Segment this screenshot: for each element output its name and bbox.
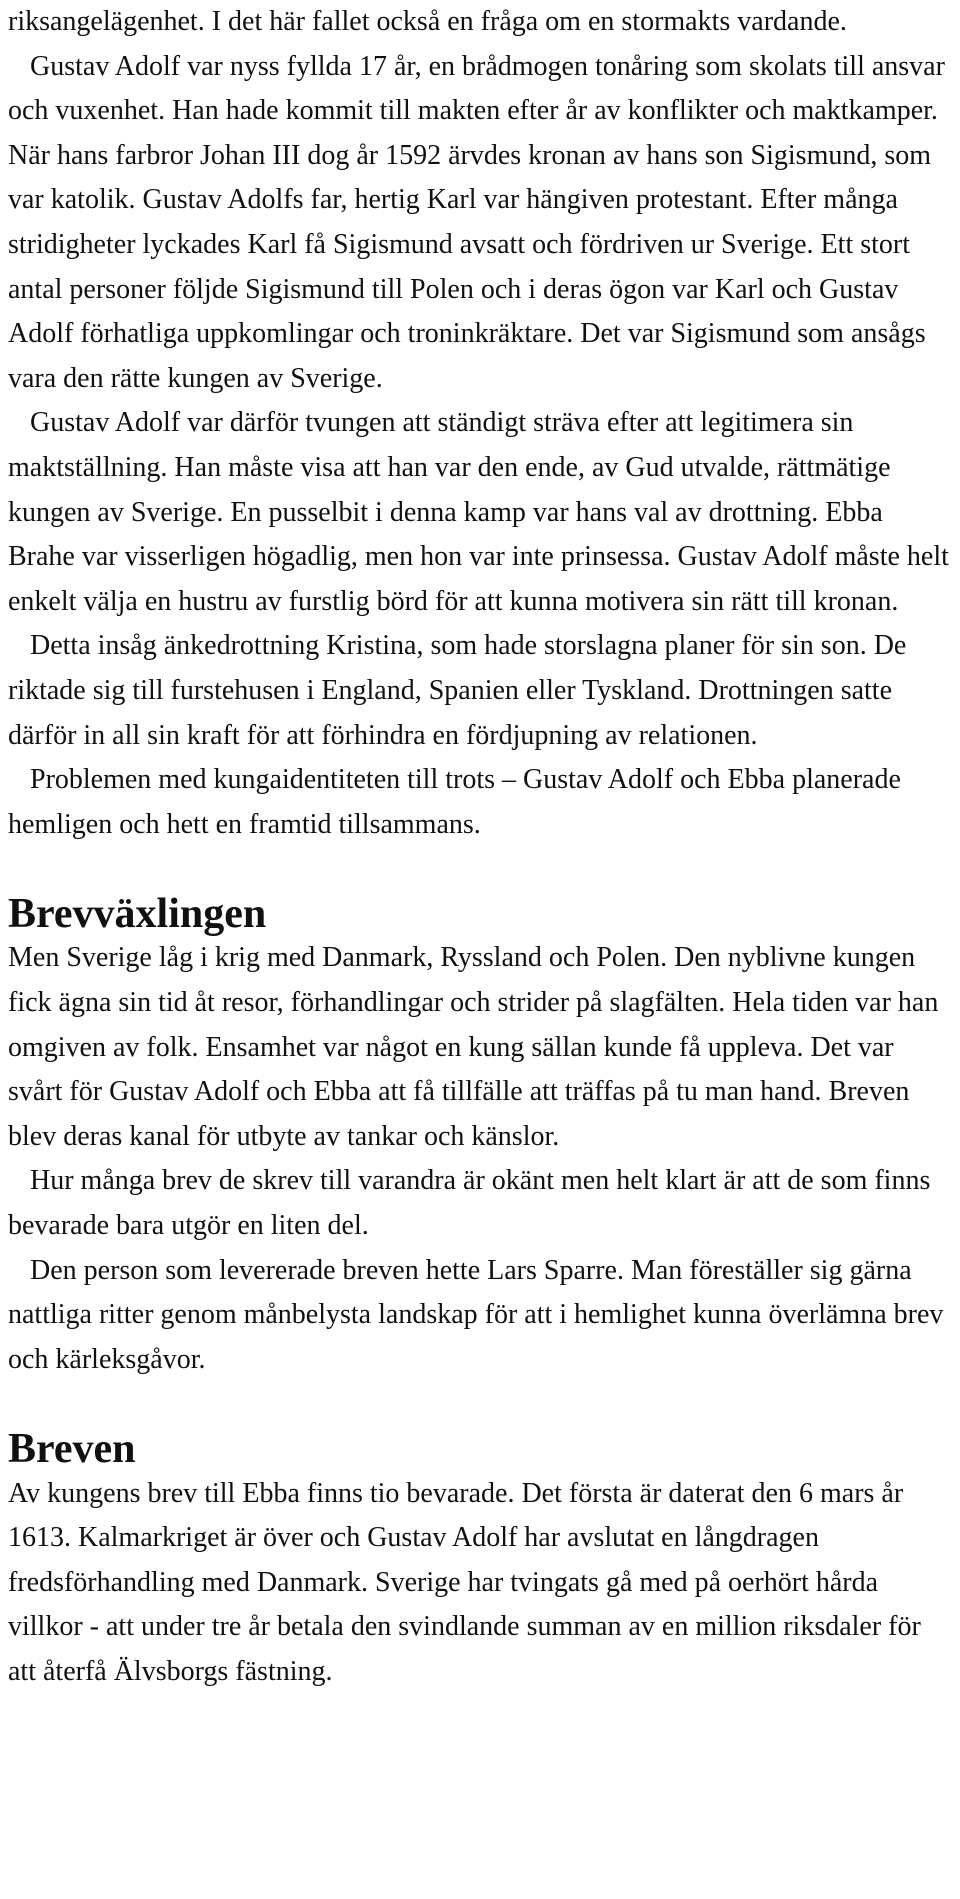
brevvaxlingen-paragraph-1: Men Sverige låg i krig med Danmark, Ryssland och Polen. Den nyblivne kungen fick ägna sin tid åt resor, förhandlingar och strider på slagfälten. Hela tiden var han omgiven av folk. Ensamhet var något en kung sällan kunde få uppleva. Det var svårt för Gustav Adolf och Ebba att få tillfälle att träffas på tu man hand. Breven blev deras kanal för utbyte av tankar och känslor. (8, 942, 939, 1152)
intro-paragraph-4: Detta insåg änkedrottning Kristina, som hade storslagna planer för sin son. De riktade sig till furstehusen i England, Spanien eller Tyskland. Drottningen satte därför in all sin kraft för att förhindra en fördjupning av relationen. (8, 630, 907, 751)
intro-paragraph-3: Gustav Adolf var därför tvungen att ständigt sträva efter att legitimera sin maktställning. Han måste visa att han var den ende, av Gud utvalde, rättmätige kungen av Sverige. En pusselbit i denna kamp var hans val av drottning. Ebba Brahe var visserligen högadlig, men hon var inte prinsessa. Gustav Adolf måste helt enkelt välja en hustru av furstlig börd för att kunna motivera sin rätt till kronan. (8, 407, 949, 617)
breven-paragraph-1: Av kungens brev till Ebba finns tio bevarade. Det första är daterat den 6 mars år 1613. Kalmarkriget är över och Gustav Adolf har avslutat en långdragen fredsförhandling med Danmark. Sverige har tvingats gå med på oerhört hårda villkor - att under tre år betala den svindlande summan av en million riksdaler för att återfå Älvsborgs fästning. (8, 1477, 921, 1687)
section-heading-brevvaxlingen: Brevväxlingen (8, 890, 267, 937)
intro-paragraph-2: Gustav Adolf var nyss fyllda 17 år, en brådmogen tonåring som skolats till ansvar och vuxenhet. Han hade kommit till makten efter år av konflikter och maktkamper. När hans farbror Johan III dog år 1592 ärvdes kronan av hans son Sigismund, som var katolik. Gustav Adolfs far, hertig Karl var hängiven protestant. Efter många stridigheter lyckades Karl få Sigismund avsatt och fördriven ur Sverige. Ett stort antal personer följde Sigismund till Polen och i deras ögon var Karl och Gustav Adolf förhatliga uppkomlingar och troninkräktare. Det var Sigismund som ansågs vara den rätte kungen av Sverige. (8, 50, 945, 394)
section-spacer (8, 1382, 952, 1427)
intro-paragraph-1: riksangelägenhet. I det här fallet också en fråga om en stormakts vardande. (8, 6, 847, 37)
section-heading-breven: Breven (8, 1426, 136, 1472)
brevvaxlingen-paragraph-3: Den person som levererade breven hette Lars Sparre. Man föreställer sig gärna nattliga ritter genom månbelysta landskap för att i hemlighet kunna överlämna brev och kärleksgåvor. (8, 1254, 944, 1375)
brevvaxlingen-paragraph-2: Hur många brev de skrev till varandra är okänt men helt klart är att de som finns bevarade bara utgör en liten del. (8, 1165, 931, 1242)
intro-paragraph-5: Problemen med kungaidentiteten till trots – Gustav Adolf och Ebba planerade hemligen och hett en framtid tillsammans. (8, 764, 901, 840)
section-spacer (8, 847, 952, 892)
